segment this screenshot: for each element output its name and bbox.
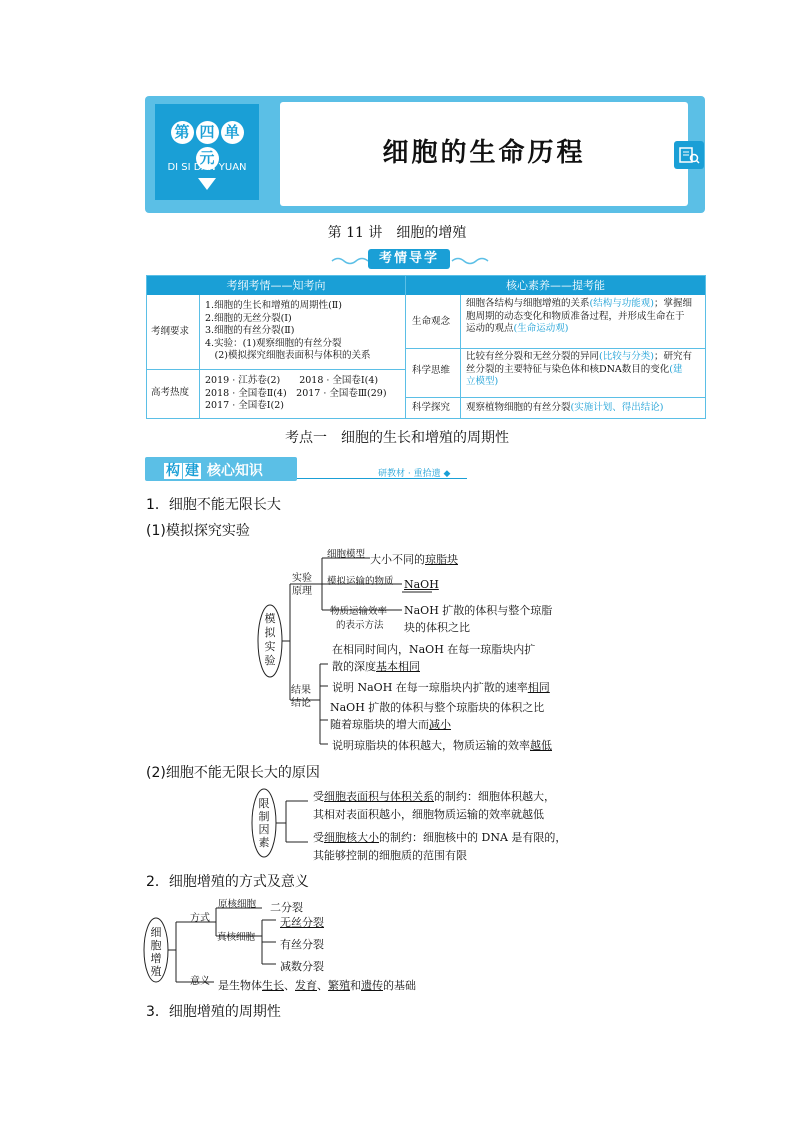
d1-p3: NaOH 扩散的体积与整个琼脂 块的体积之比 <box>404 604 553 634</box>
req-label: 考纲要求 <box>151 326 190 337</box>
section-label: 构 建 核心知识 <box>166 463 263 479</box>
d3-mean-text: 是生物体生长、发育、繁殖和遗传的基础 <box>218 979 416 992</box>
d3-mean: 意义 <box>190 976 210 987</box>
right-header: 核心素养——提考能 <box>406 276 705 295</box>
heading-1a: (1)模拟探究实验 <box>146 523 250 539</box>
d1-principle: 实验原理 <box>292 573 312 597</box>
heading-1: 1．细胞不能无限长大 <box>146 497 281 513</box>
d3-way: 方式 <box>190 913 210 924</box>
d1-r3: NaOH 扩散的体积与整个琼脂块的体积之比 随着琼脂块的增大而减小 <box>330 701 545 731</box>
lit-label-3: 科学探究 <box>412 402 451 413</box>
left-header: 考纲考情——知考向 <box>147 276 405 295</box>
unit-pinyin: DI SI DAN YUAN <box>167 162 247 173</box>
d1-r1: 在相同时间内，NaOH 在每一琼脂块内扩 散的深度基本相同 <box>332 643 536 673</box>
d1-p2: NaOH <box>404 578 439 591</box>
d2-root: 限制因素 <box>258 797 270 849</box>
heading-3: 3．细胞增殖的周期性 <box>146 1004 281 1020</box>
lit-text-2: 比较有丝分裂和无丝分裂的异同(比较与分类)；研究有 丝分裂的主要特征与染色体和核DNA数目的变化(建 立模型) <box>466 351 692 388</box>
lit-text-3: 观察植物细胞的有丝分裂(实施计划、得出结论) <box>466 402 664 413</box>
d3-root: 细胞增殖 <box>150 926 162 978</box>
d3-euk: 真核细胞 <box>217 932 256 943</box>
d1-p2-tag: 模拟运输的物质 <box>327 576 394 587</box>
lit-text-1: 细胞各结构与细胞增殖的关系(结构与功能观)；掌握细 胞周期的动态变化和物质准备过程，并形成生命在于 运动的观点(生命运动观) <box>466 298 692 335</box>
section-note: 研教材 · 重拾遗 ◆ <box>378 469 451 479</box>
d2-a: 受细胞表面积与体积关系的制约：细胞体积越大， 其相对表面积越小，细胞物质运输的效率就越低 <box>313 790 555 821</box>
d1-root: 模拟实验 <box>264 612 276 667</box>
lit-label-1: 生命观念 <box>412 316 451 327</box>
d3-pro-value: 二分裂 <box>270 901 303 914</box>
heading-2: 2．细胞增殖的方式及意义 <box>146 874 309 890</box>
d3-e1: 无丝分裂 <box>280 916 324 929</box>
d1-p1: 大小不同的琼脂块 <box>370 553 458 566</box>
d3-e2: 有丝分裂 <box>280 938 324 951</box>
d1-result: 结果结论 <box>291 685 311 709</box>
d1-p1-tag: 细胞模型 <box>327 549 366 560</box>
unit-title: 第 四 单元 <box>158 118 256 170</box>
guide-label: 考情导学 <box>368 249 450 269</box>
d3-pro: 原核细胞 <box>218 899 257 910</box>
lecture-title: 第 11 讲 细胞的增殖 <box>327 225 467 241</box>
point-title: 考点一 细胞的生长和增殖的周期性 <box>285 430 509 446</box>
req-list: 1.细胞的生长和增殖的周期性(Ⅱ) 2.细胞的无丝分裂(Ⅰ) 3.细胞的有丝分裂(Ⅱ) 4.实验：(1)观察细胞的有丝分裂 (2)模拟探究细胞表面积与体积的关系 <box>205 300 371 362</box>
lit-label-2: 科学思维 <box>412 365 451 376</box>
heat-list: 2019 · 江苏卷(2) 2018 · 全国卷Ⅰ(4) 2018 · 全国卷Ⅱ(4) 2017 · 全国卷Ⅲ(29) 2017 · 全国卷Ⅰ(2) <box>205 375 387 412</box>
d2-b: 受细胞核大小的制约：细胞核中的 DNA 是有限的， 其能够控制的细胞质的范围有限 <box>313 831 567 862</box>
heading-1b: (2)细胞不能无限长大的原因 <box>146 765 320 781</box>
d1-r4: 说明琼脂块的体积越大，物质运输的效率越低 <box>332 739 552 752</box>
d1-p3-tag2: 的表示方法 <box>336 620 384 631</box>
d1-r2: 说明 NaOH 在每一琼脂块内扩散的速率相同 <box>332 681 550 694</box>
d3-e3: 减数分裂 <box>280 960 324 973</box>
d1-p3-tag1: 物质运输效率 <box>330 606 388 617</box>
heat-label: 高考热度 <box>151 387 190 398</box>
chapter-title: 细胞的生命历程 <box>382 138 586 168</box>
